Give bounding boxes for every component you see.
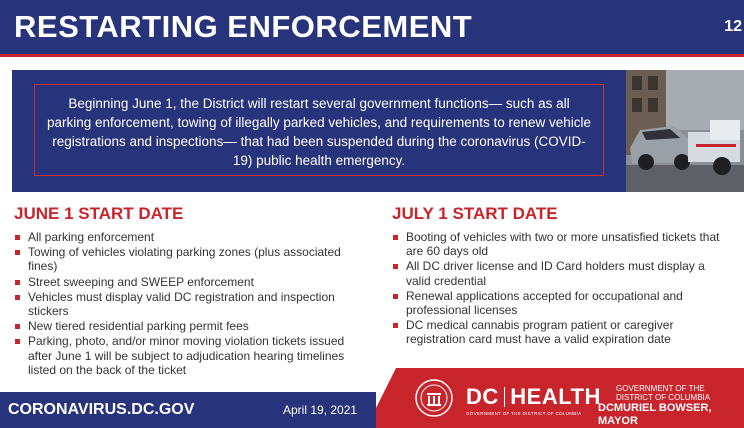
slide-date: April 19, 2021 [283, 403, 358, 417]
bullet-icon [15, 339, 20, 344]
mayor-logo: GOVERNMENT OF THE DISTRICT OF COLUMBIA DCMURIEL BOWSER, MAYOR [598, 384, 712, 427]
intro-text: Beginning June 1, the District will restart several government functions— such as all parking enforcement, towing of illegally parked vehicles, and requirements to renew vehicle registrations and inspections— that had been suspended during the coronavirus (COVID-19) public health emergency. [34, 84, 604, 176]
list-item: Street sweeping and SWEEP enforcement [14, 275, 354, 289]
dc-seal-icon [414, 378, 454, 423]
list-item: Towing of vehicles violating parking zones (plus associated fines) [14, 245, 354, 273]
list-item: New tiered residential parking permit fees [14, 319, 354, 333]
list-item: All parking enforcement [14, 230, 354, 244]
list-item: All DC driver license and ID Card holders must display a valid credential [392, 259, 732, 287]
list-item: DC medical cannabis program patient or caregiver registration card must have a valid expiration date [392, 318, 732, 346]
july-heading: JULY 1 START DATE [392, 204, 558, 223]
list-item: Vehicles must display valid DC registration and inspection stickers [14, 290, 354, 318]
bullet-icon [393, 294, 398, 299]
bullet-icon [393, 264, 398, 269]
bullet-icon [15, 280, 20, 285]
list-item: Parking, photo, and/or minor moving violation tickets issued after June 1 will be subject to adjudication hearing timelines listed on the back of the ticket [14, 334, 354, 377]
dc-health-logo: DC HEALTH GOVERNMENT OF THE DISTRICT OF COLUMBIA [466, 384, 601, 416]
june-heading: JUNE 1 START DATE [14, 204, 184, 223]
site-url[interactable]: CORONAVIRUS.DC.GOV [8, 401, 195, 418]
bullet-icon [393, 323, 398, 328]
bullet-icon [15, 324, 20, 329]
list-item: Renewal applications accepted for occupational and professional licenses [392, 289, 732, 317]
slide-title: RESTARTING ENFORCEMENT [14, 9, 473, 44]
june-list [14, 230, 354, 377]
july-list [392, 230, 732, 347]
intro-panel [12, 70, 626, 192]
july-column [392, 204, 732, 348]
bullet-icon [393, 235, 398, 240]
bullet-icon [15, 295, 20, 300]
june-column [14, 204, 354, 378]
tow-truck-photo [626, 70, 744, 192]
slide-header [0, 0, 744, 57]
bullet-icon [15, 250, 20, 255]
page-number: 12 [724, 18, 742, 35]
footer-bar [0, 392, 376, 428]
list-item: Booting of vehicles with two or more unsatisfied tickets that are 60 days old [392, 230, 732, 258]
bullet-icon [15, 235, 20, 240]
